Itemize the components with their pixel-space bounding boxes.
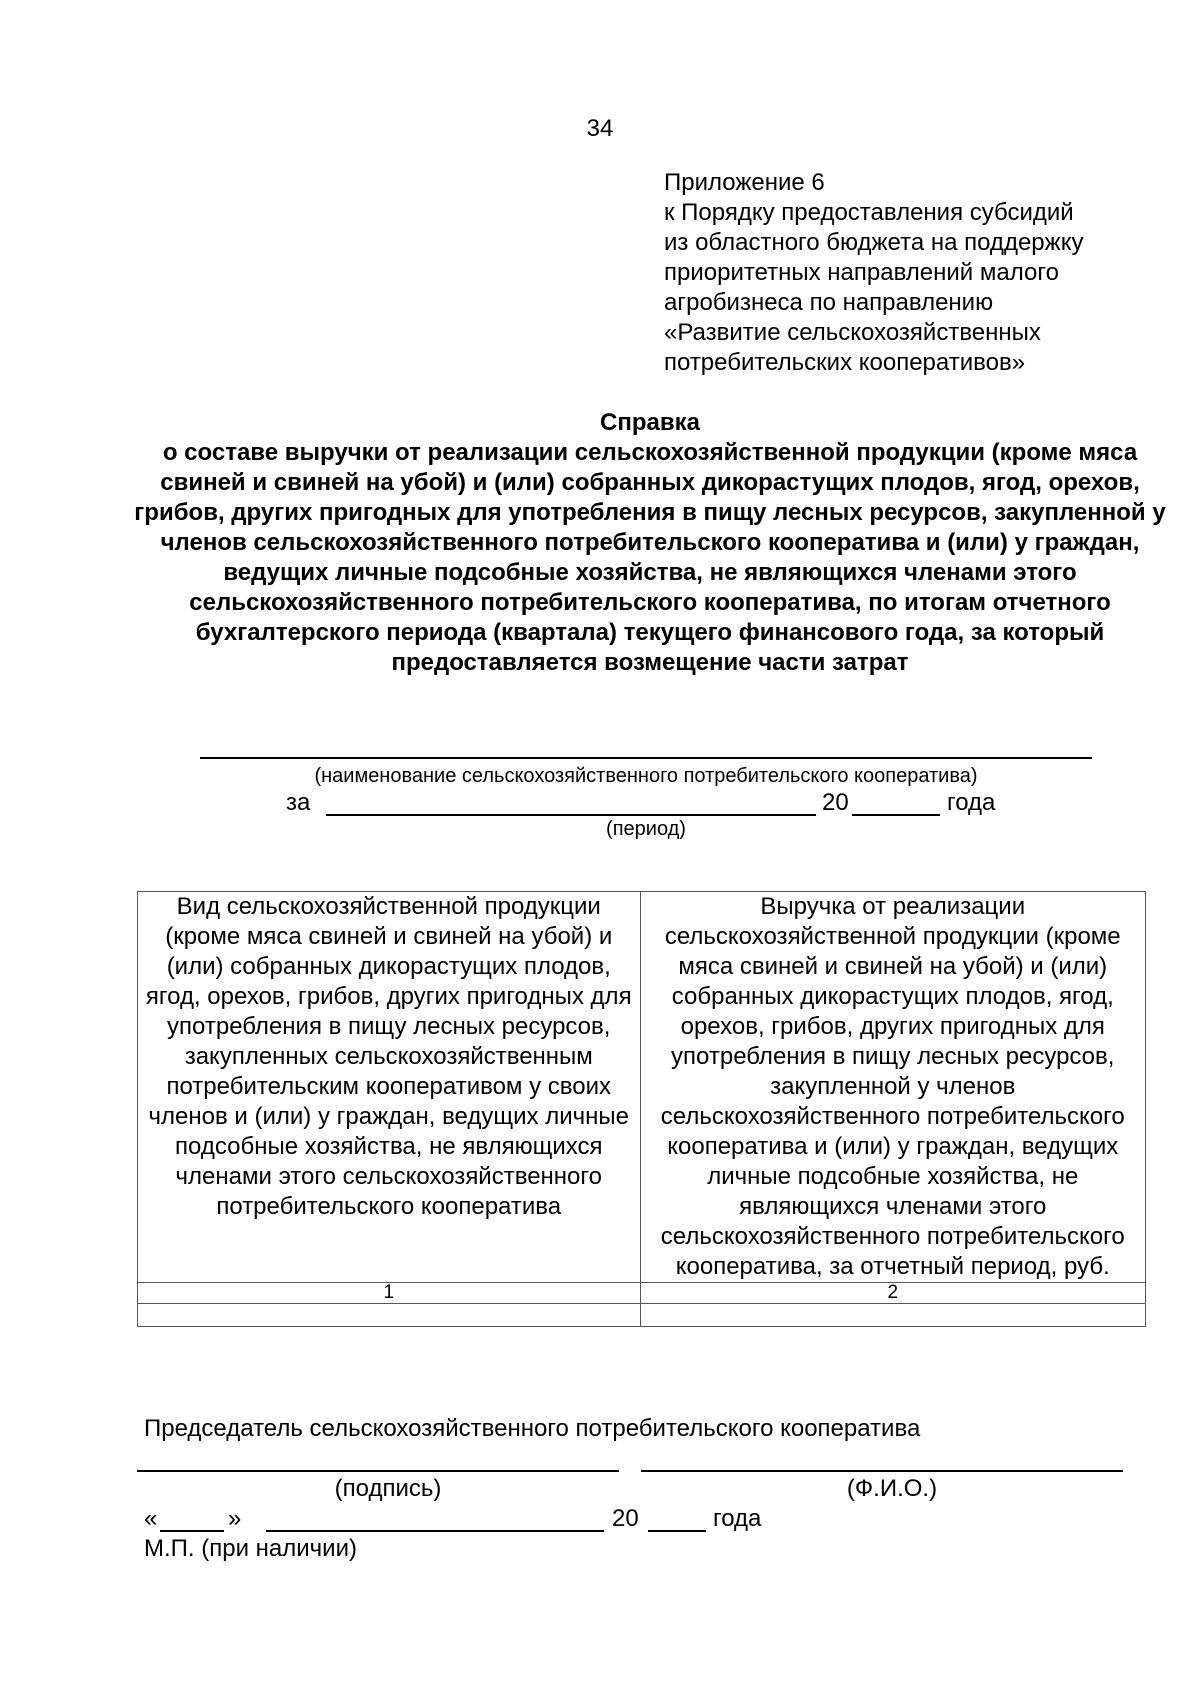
appendix-line: приоритетных направлений малого — [664, 259, 1059, 286]
period-line[interactable] — [326, 814, 816, 816]
appendix-line: агробизнеса по направлению — [664, 289, 994, 316]
signature-caption: (подпись) — [334, 1475, 442, 1502]
appendix-line: Приложение 6 — [664, 169, 825, 196]
date-year-line[interactable] — [648, 1530, 706, 1532]
cooperative-name-line[interactable] — [200, 757, 1092, 759]
table-header-cell: Вид сельскохозяйственной продукции (кроме мяса свиней и свиней на убой) и (или) собранных дикорастущих плодов, ягод, орехов, грибов, других пригодных для употребления в пищу лесных ресурсов, закупленных сельскохозяйственным потребительским кооперативом у своих членов и (или) у граждан, ведущих личные подсобные хозяйства, не являющихся членами этого сельскохозяйственного потребительского кооператива — [138, 892, 641, 1283]
table-column-number-row — [138, 1283, 1146, 1304]
date-open-quote: « — [144, 1505, 158, 1532]
date-close-quote: » — [228, 1505, 242, 1532]
appendix-line: потребительских кооперативов» — [664, 349, 1026, 376]
appendix-line: к Порядку предоставления субсидий — [664, 199, 1074, 226]
page-number: 34 — [586, 115, 614, 142]
period-caption: (период) — [606, 818, 686, 840]
column-number: 2 — [640, 1283, 1146, 1304]
name-line[interactable] — [641, 1470, 1123, 1472]
signature-line[interactable] — [137, 1470, 619, 1472]
column-number: 1 — [138, 1283, 641, 1304]
table-header-cell: Выручка от реализации сельскохозяйственной продукции (кроме мяса свиней и свиней на убой) и (или) собранных дикорастущих плодов, ягод, орехов, грибов, других пригодных для употребления в пищу лесных ресурсов, закупленной у членов сельскохозяйственного потребительского кооператива и (или) у граждан, ведущих личные подсобные хозяйства, не являющихся членами этого сельскохозяйственного потребительского кооператива, за отчетный период, руб. — [640, 892, 1146, 1283]
cooperative-name-caption: (наименование сельскохозяйственного потребительского кооператива) — [314, 765, 978, 787]
document-title: Справка — [600, 409, 700, 436]
table-header-row — [138, 892, 1146, 1283]
appendix-line: «Развитие сельскохозяйственных — [664, 319, 1041, 346]
period-year-line[interactable] — [852, 814, 940, 816]
table-cell[interactable] — [640, 1304, 1146, 1327]
date-day-line[interactable] — [160, 1530, 224, 1532]
stamp-label: М.П. (при наличии) — [144, 1535, 357, 1562]
date-month-line[interactable] — [266, 1530, 604, 1532]
appendix-line: из областного бюджета на поддержку — [664, 229, 1084, 256]
document-subtitle: о составе выручки от реализации сельскохозяйственной продукции (кроме мяса свиней и свиней на убой) и (или) собранных дикорастущих плодов, ягод, орехов, грибов, других пригодных для употребления в пищу лесных ресурсов, закупленной у членов сельскохозяйственного потребительского кооператива и (или) у граждан, ведущих личные подсобные хозяйства, не являющихся членами этого сельскохозяйственного потребительского кооператива, по итогам отчетного бухгалтерского периода (квартала) текущего финансового года, за который предоставляется возмещение части затрат — [134, 439, 1166, 676]
period-year-prefix: 20 — [822, 789, 849, 816]
table-cell[interactable] — [138, 1304, 641, 1327]
name-caption: (Ф.И.О.) — [846, 1475, 938, 1502]
revenue-table — [137, 891, 1146, 1327]
date-year-prefix: 20 — [612, 1505, 639, 1532]
appendix-block — [664, 168, 1184, 378]
period-year-suffix: года — [947, 789, 996, 816]
date-year-suffix: года — [713, 1505, 762, 1532]
table-row — [138, 1304, 1146, 1327]
period-prefix: за — [286, 789, 311, 816]
chairman-label: Председатель сельскохозяйственного потребительского кооператива — [144, 1415, 921, 1442]
